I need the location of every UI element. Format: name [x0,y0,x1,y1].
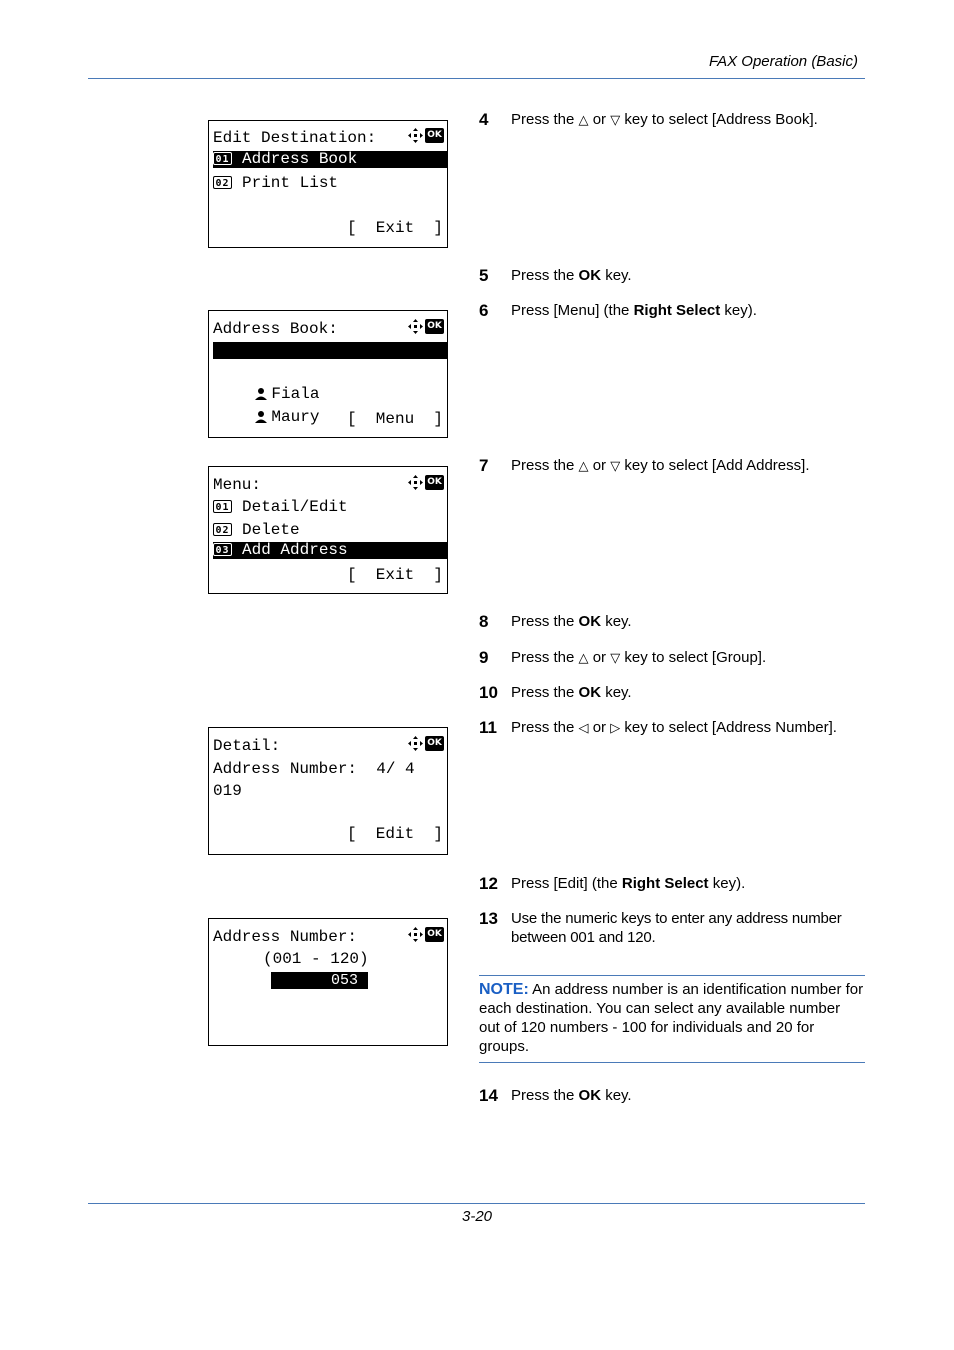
step-10: 10 Press the OK key. [479,683,632,702]
lcd-address-book [208,310,448,438]
step-9: 9 Press the △ or ▽ key to select [Group]. [479,648,767,667]
header-title: FAX Operation (Basic) [709,53,858,70]
range-text: (001 - 120) [263,950,369,968]
panel-title: Detail: [213,737,281,755]
number-badge: 02 [213,176,232,189]
step-7: 7 Press the △ or ▽ key to select [Add Address]. [479,456,810,475]
ok-icon: OK [425,128,444,143]
up-arrow-icon: △ [578,459,589,474]
up-arrow-icon: △ [578,651,589,666]
number-badge: 01 [213,152,232,165]
left-arrow-icon: ◁ [578,721,589,736]
softkey-exit[interactable]: [ Exit ] [346,219,443,237]
number-badge: 03 [213,543,232,556]
step-14: 14 Press the OK key. [479,1086,632,1105]
four-way-arrow-icon [407,735,424,752]
nav-ok-indicator [407,735,444,751]
step-13: 13 Use the numeric keys to enter any address number between 001 and 120. [479,909,842,946]
nav-ok-indicator [407,127,444,143]
down-arrow-icon: ▽ [610,113,621,128]
list-item-address-book[interactable]: 01 Address Book [213,151,447,168]
ok-icon: OK [425,475,444,490]
address-number-line: Address Number: 4/ 4 [213,760,415,778]
page-number: 3-20 [461,1208,493,1225]
step-12: 12 Press [Edit] (the Right Select key). [479,874,746,893]
header-rule [88,78,865,79]
list-item-fiala[interactable]: Fiala [213,364,447,384]
list-item-detail-edit[interactable]: 01 Detail/Edit [213,497,447,517]
note-label: NOTE: [479,981,529,998]
list-item-design[interactable]: Design [213,342,447,359]
softkey-menu[interactable]: [ Menu ] [346,410,443,428]
lcd-menu [208,466,448,594]
ok-icon: OK [425,319,444,334]
down-arrow-icon: ▽ [610,459,621,474]
nav-ok-indicator [407,318,444,334]
list-item-delete[interactable]: 02 Delete [213,520,447,540]
up-arrow-icon: △ [578,113,589,128]
step-4: 4 Press the △ or ▽ key to select [Address Book]. [479,110,818,129]
step-6: 6 Press [Menu] (the Right Select key). [479,301,757,320]
nav-ok-indicator [407,474,444,490]
step-11: 11 Press the ◁ or ▷ key to select [Address Number]. [479,718,837,737]
step-5: 5 Press the OK key. [479,266,632,285]
address-number-value: 019 [213,782,242,800]
lcd-detail [208,727,448,855]
nav-ok-indicator [407,926,444,942]
number-badge: 01 [213,500,232,513]
lcd-address-number [208,918,448,1046]
panel-title: Address Book: [213,320,338,338]
number-entry-field[interactable]: 053 [271,972,368,989]
four-way-arrow-icon [407,926,424,943]
ok-icon: OK [425,927,444,942]
list-item-add-address[interactable]: 03 Add Address [213,542,447,559]
footer-rule [88,1203,865,1204]
panel-title: Edit Destination: [213,129,377,147]
lcd-edit-destination [208,120,448,248]
softkey-exit[interactable]: [ Exit ] [346,566,443,584]
person-icon [254,410,268,423]
softkey-edit[interactable]: [ Edit ] [346,825,443,843]
down-arrow-icon: ▽ [610,651,621,666]
panel-title: Address Number: [213,928,358,946]
note-text: An address number is an identification number for each destination. You can select any available number out of 120 numbers - 100 for individuals and 20 for groups. [479,981,864,1055]
number-badge: 02 [213,523,232,536]
note-box [479,975,865,1063]
four-way-arrow-icon [407,318,424,335]
four-way-arrow-icon [407,474,424,491]
ok-icon: OK [425,736,444,751]
right-arrow-icon: ▷ [610,721,621,736]
four-way-arrow-icon [407,127,424,144]
list-item-maury[interactable]: Maury [213,387,447,407]
step-8: 8 Press the OK key. [479,612,632,631]
list-item-print-list[interactable]: 02 Print List [213,173,447,193]
panel-title: Menu: [213,476,262,494]
